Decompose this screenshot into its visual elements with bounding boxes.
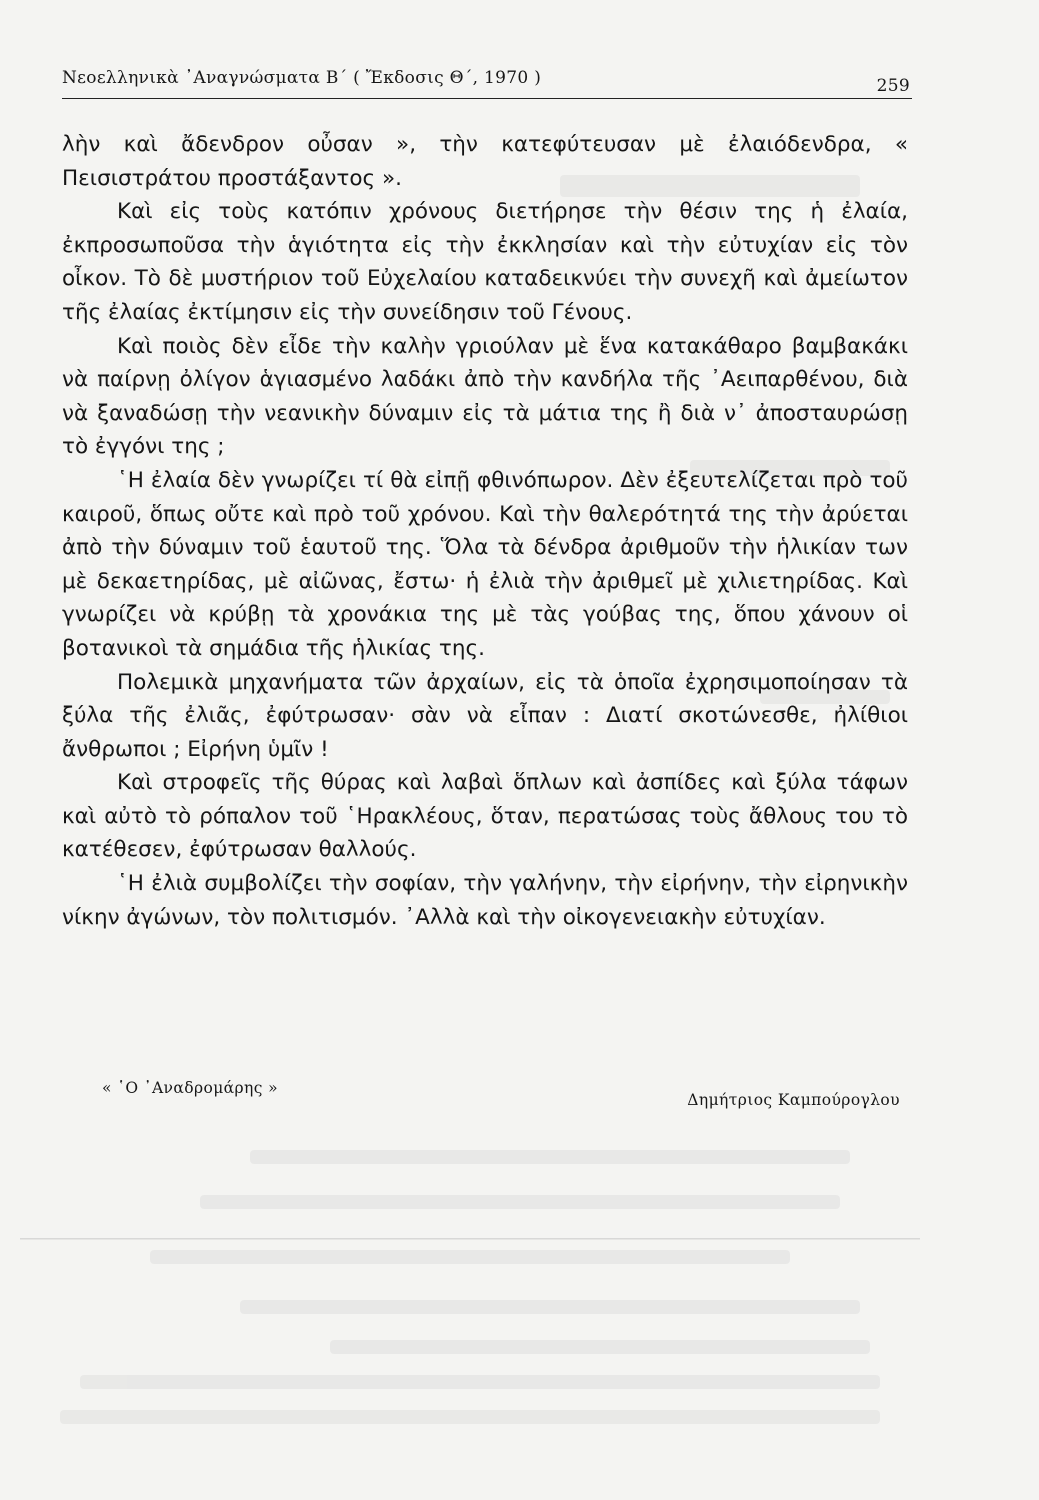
- paragraph: Καὶ στροφεῖς τῆς θύρας καὶ λαβαὶ ὅπλων καὶ ἀσπίδες καὶ ξύλα τάφων καὶ αὐτὸ τὸ ρόπαλον τοῦ ῾Ηρακλέους, ὅταν, περατώσας τοὺς ἄθλους του τὸ κατέθεσεν, ἐφύτρωσαν θαλλούς.: [62, 770, 908, 863]
- author-name: Δημήτριος Καμπούρογλου: [687, 1091, 900, 1109]
- paragraph: λὴν καὶ ἄδενδρον οὖσαν », τὴν κατεφύτευσαν μὲ ἐλαιόδενδρα, « Πεισιστράτου προστάξαντος ».: [62, 132, 908, 191]
- paragraph: Καὶ εἰς τοὺς κατόπιν χρόνους διετήρησε τὴν θέσιν της ἡ ἐλαία, ἐκπροσωποῦσα τὴν ἁγιότητα εἰς τὴν ἐκκλησίαν καὶ τὴν εὐτυχίαν εἰς τὸν οἶκον. Τὸ δὲ μυστήριον τοῦ Εὐχελαίου καταδεικνύει τὴν συνεχῆ καὶ ἀμείωτον τῆς ἐλαίας ἐκτίμησιν εἰς τὴν συνείδησιν τοῦ Γένους.: [62, 199, 908, 325]
- source-title: « ῾Ο ᾿Αναδρομάρης »: [102, 1079, 279, 1097]
- paragraph: ῾Η ἐλαία δὲν γνωρίζει τί θὰ εἰπῇ φθινόπωρον. Δὲν ἐξευτελίζεται πρὸ τοῦ καιροῦ, ὅπως οὔτε καὶ πρὸ τοῦ χρόνου. Καὶ τὴν θαλερότητά της τὴν ἀρύεται ἀπὸ τὴν δύναμιν τοῦ ἑαυτοῦ της. Ὅλα τὰ δένδρα ἀριθμοῦν τὴν ἡλικίαν των μὲ δεκαετηρίδας, μὲ αἰῶνας, ἔστω· ἡ ἐλιὰ τὴν ἀριθμεῖ μὲ χιλιετηρίδας. Καὶ γνωρίζει νὰ κρύβῃ τὰ χρονάκια της μὲ τὰς γούβας της, ὅπου χάνουν οἱ βοτανικοὶ τὰ σημάδια τῆς ἡλικίας της.: [62, 467, 908, 661]
- running-title: Νεοελληνικὰ ᾿Αναγνώσματα Β΄ ( Ἔκδοσις Θ΄, 1970 ): [62, 68, 542, 88]
- signature-block: [62, 1075, 908, 1115]
- paragraph: Πολεμικὰ μηχανήματα τῶν ἀρχαίων, εἰς τὰ ὁποῖα ἐχρησιμοποίησαν τὰ ξύλα τῆς ἐλιᾶς, ἐφύτρωσαν· σὰν νὰ εἶπαν : Διατί σκοτώνεσθε, ἠλίθιοι ἄνθρωποι ; Εἰρήνη ὑμῖν !: [62, 669, 908, 762]
- paragraph: Καὶ ποιὸς δὲν εἶδε τὴν καλὴν γριούλαν μὲ ἕνα κατακάθαρο βαμβακάκι νὰ παίρνῃ ὀλίγον ἁγιασμένο λαδάκι ἀπὸ τὴν κανδήλα τῆς ᾿Αειπαρθένου, διὰ νὰ ξαναδώσῃ τὴν νεανικὴν δύναμιν εἰς τὰ μάτια της ἢ διὰ ν᾿ ἀποσταυρώσῃ τὸ ἐγγόνι της ;: [62, 333, 908, 460]
- page-number: 259: [876, 76, 910, 96]
- paragraph: ῾Η ἐλιὰ συμβολίζει τὴν σοφίαν, τὴν γαλήνην, τὴν εἰρήνην, τὴν εἰρηνικὴν νίκην ἀγώνων, τὸν πολιτισμόν. ᾿Αλλὰ καὶ τὴν οἰκογενειακὴν εὐτυχίαν.: [62, 871, 908, 930]
- running-head: [62, 62, 910, 96]
- header-rule: [62, 98, 912, 99]
- body-text: [62, 128, 908, 934]
